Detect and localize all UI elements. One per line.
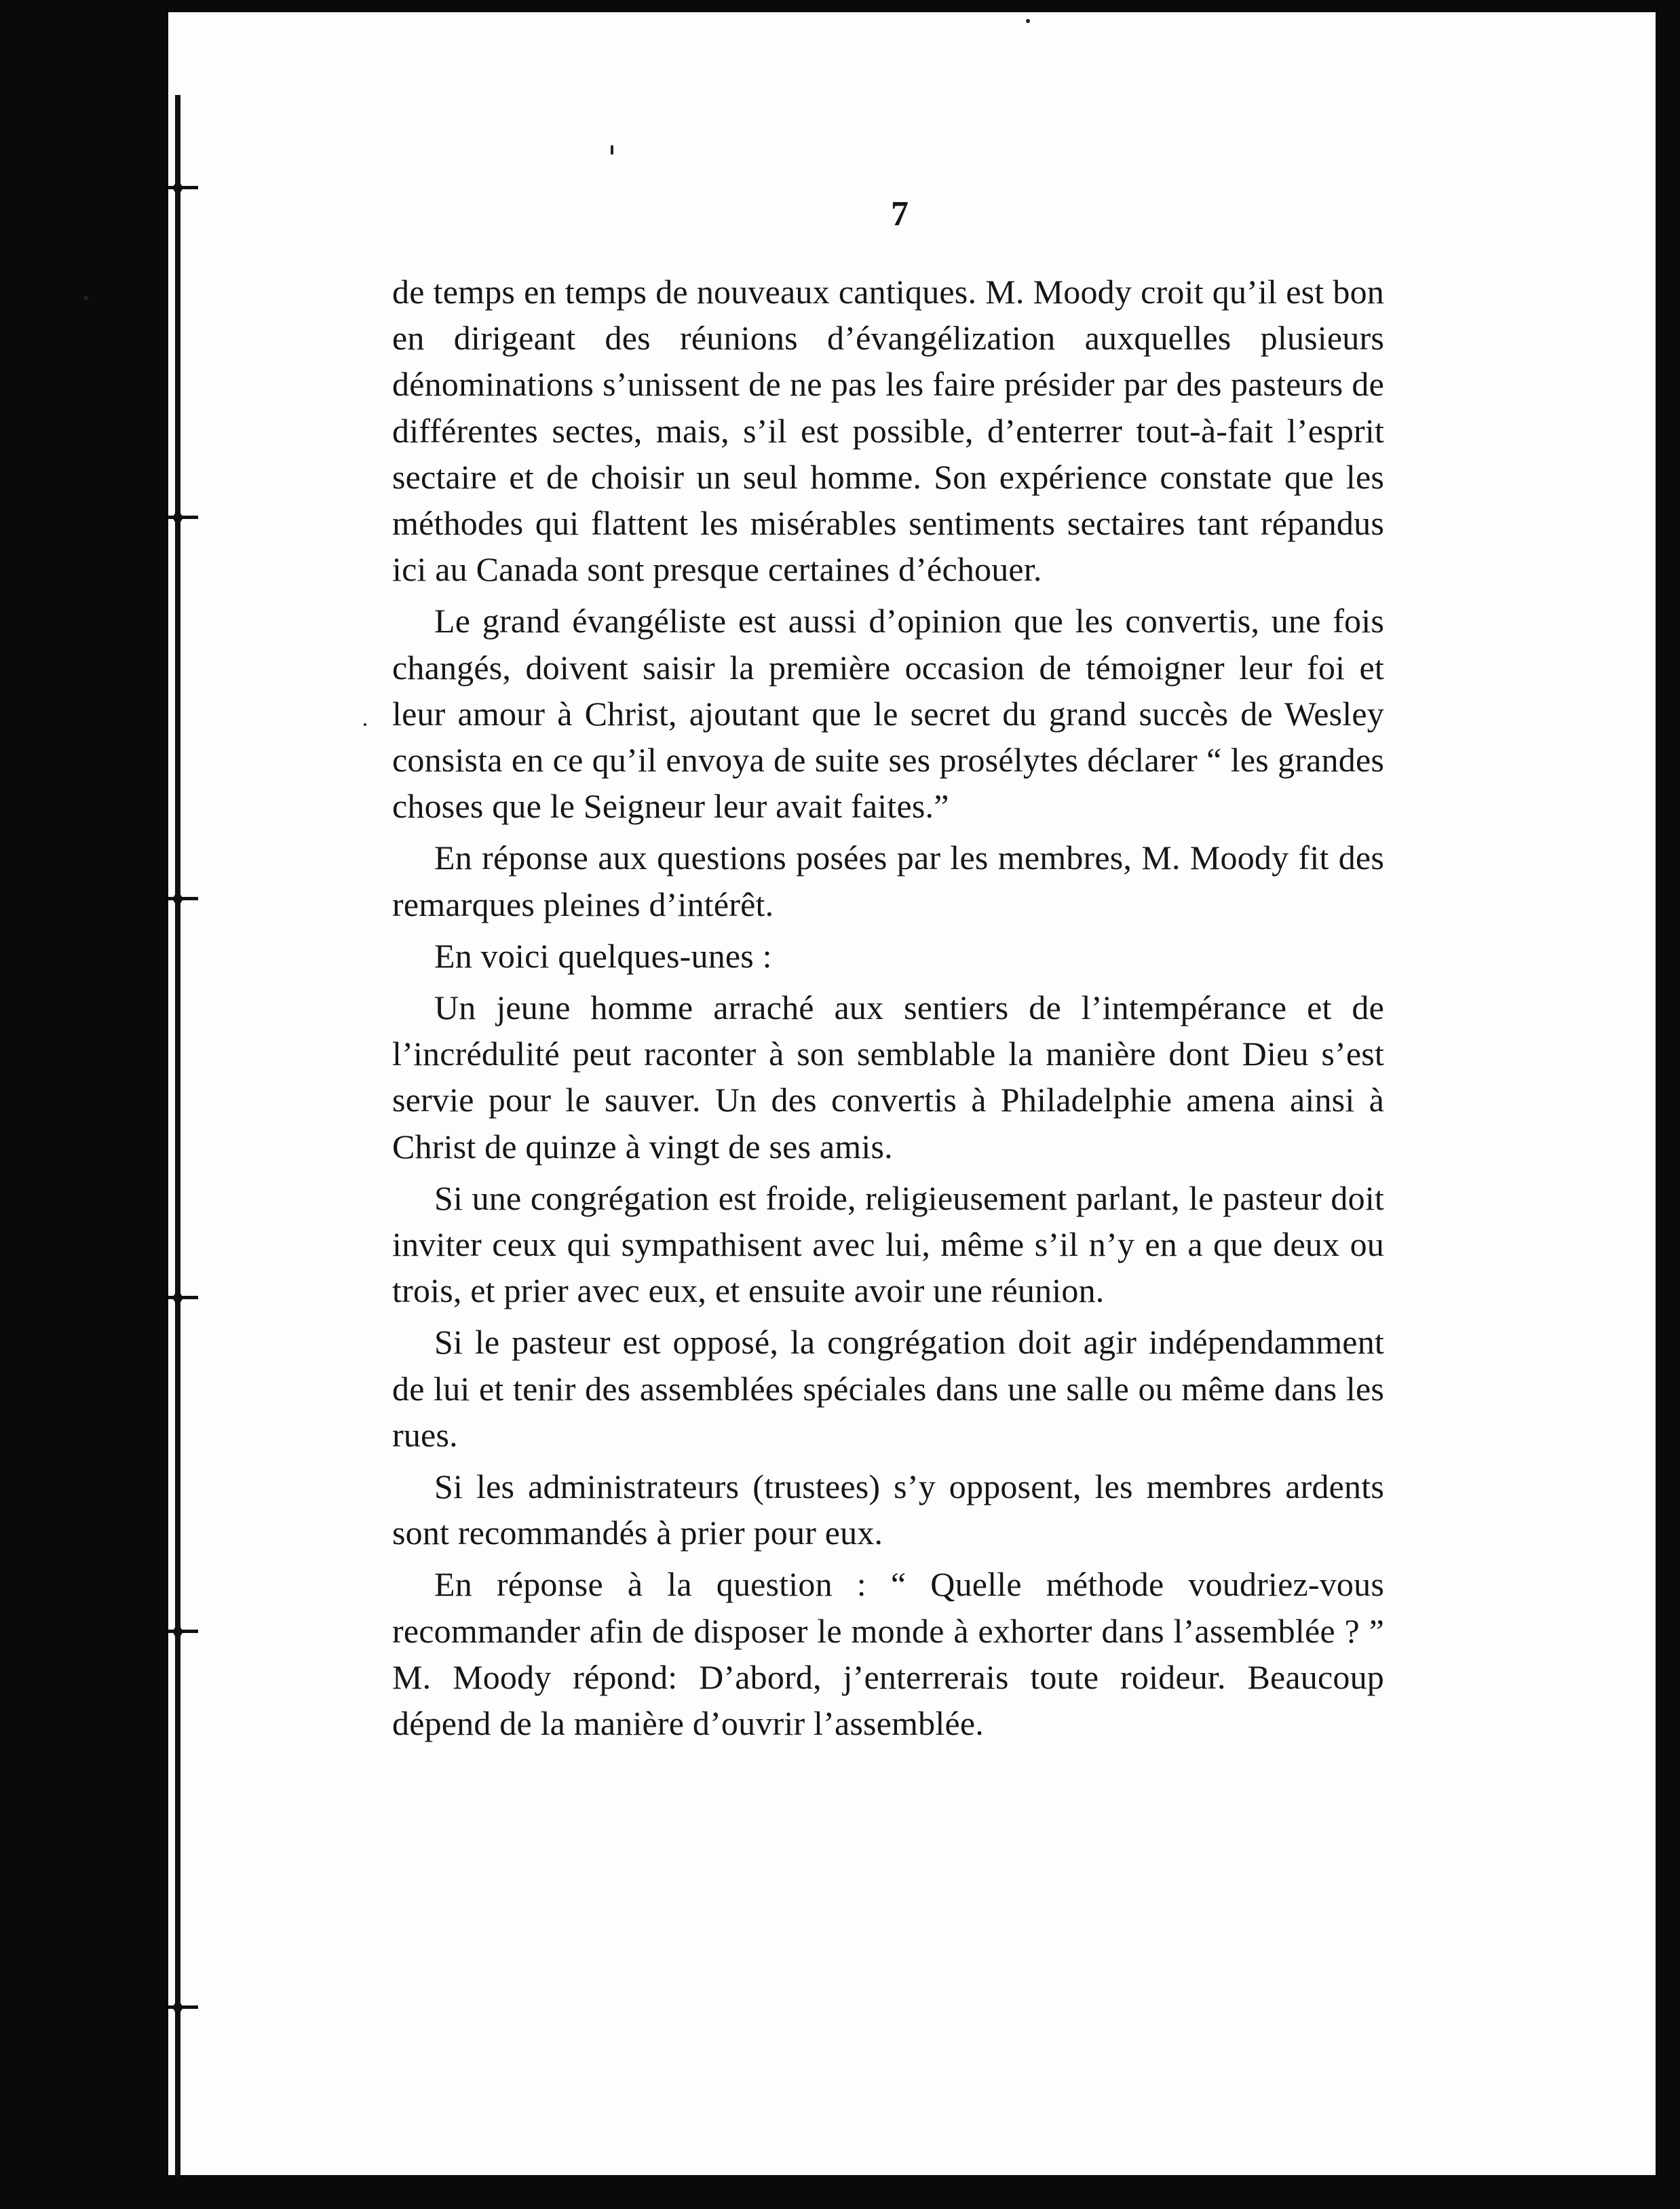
scan-speck	[611, 145, 613, 155]
binding-stitch	[168, 890, 198, 908]
paragraph: Si le pasteur est opposé, la congrégation doit agir indépendamment de lui et tenir des assemblées spéciales dans une salle ou même dans les rues.	[392, 1323, 1384, 1454]
paragraph: de temps en temps de nouveaux cantiques. M. Moody croit qu’il est bon en dirigeant des réunions d’évangélization auxquelles plusieurs dénominations s’unissent de ne pas les faire présider par des pasteurs de différentes sectes, mais, s’il est possible, d’enterrer tout-à-fait l’esprit sectaire et de choisir un seul homme. Son expérience constate que les méthodes qui flattent les misérables sentiments sectaires tant répandus ici au Canada sont presque certaines d’échouer.	[392, 273, 1384, 589]
paragraph: En réponse à la question : “ Quelle méthode voudriez-vous recommander afin de disposer le monde à exhorter dans l’assemblée ? ” M. Moody répond: D’abord, j’enterrerais toute roideur. Beaucoup dépend de la manière d’ouvrir l’assemblée.	[392, 1565, 1384, 1743]
paragraph: Le grand évangéliste est aussi d’opinion que les convertis, une fois changés, doivent saisir la première occasion de témoigner leur foi et leur amour à Christ, ajoutant que le secret du grand succès de Wesley consista en ce qu’il envoya de suite ses prosélytes déclarer “ les grandes choses que le Seigneur leur avait faites.”	[392, 602, 1384, 826]
scan-border-top	[0, 0, 1680, 12]
binding-thread	[175, 95, 180, 2178]
binding-stitch	[168, 1289, 198, 1307]
binding-stitch	[168, 1623, 198, 1640]
scan-speck	[1026, 19, 1030, 23]
binding-stitch	[168, 179, 198, 197]
paragraph: En voici quelques-unes :	[434, 936, 772, 975]
binding-stitch	[168, 509, 198, 526]
scan-border-bottom	[0, 2175, 1680, 2209]
paragraph: Si les administrateurs (trustees) s’y opposent, les membres ardents sont recommandés à prier pour eux.	[392, 1467, 1384, 1552]
scan-speck	[84, 296, 88, 300]
scan-speck	[364, 723, 366, 726]
scan-border-right	[1656, 0, 1680, 2209]
paragraph: Si une congrégation est froide, religieusement parlant, le pasteur doit inviter ceux qui sympathisent avec lui, même s’il n’y en a que deux ou trois, et prier avec eux, et ensuite avoir une réunion.	[392, 1178, 1384, 1310]
binding-stitch	[168, 1999, 198, 2016]
page-number: 7	[891, 195, 909, 233]
paragraph: En réponse aux questions posées par les membres, M. Moody fit des remarques pleines d’intérêt.	[392, 839, 1384, 923]
page-body-text	[392, 269, 1384, 1746]
paragraph: Un jeune homme arraché aux sentiers de l’intempérance et de l’incrédulité peut raconter à son semblable la manière dont Dieu s’est servie pour le sauver. Un des convertis à Philadelphie amena ainsi à Christ de quinze à vingt de ses amis.	[392, 988, 1384, 1166]
